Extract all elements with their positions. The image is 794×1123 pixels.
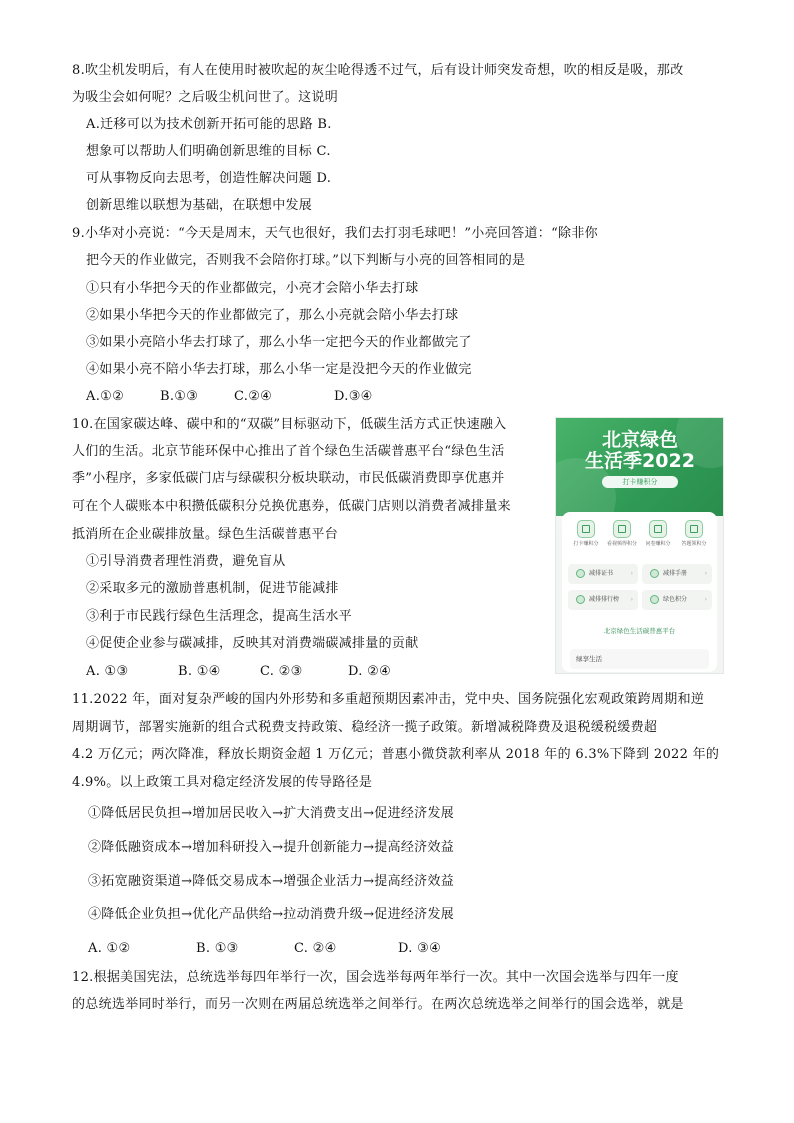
q11-stem-line-3: 4.2 万亿元；两次降准，释放长期资金超 1 万亿元；普惠小微贷款利率从 2018 年的 6.3%下降到 2022 年的 — [72, 747, 720, 762]
q9-item-1: ①只有小华把今天的作业都做完，小亮才会陪小华去打球 — [86, 281, 419, 296]
app-icon-survey: 问卷赚积分 — [640, 520, 676, 548]
app-feature-card — [562, 512, 717, 672]
app-tile-ranking: 减排排行榜 › — [568, 590, 638, 610]
q8-stem-line-2: 为吸尘会如何呢？之后吸尘机问世了。这说明 — [72, 90, 339, 105]
q10-stem-line-2: 人们的生活。北京节能环保中心推出了首个绿色生活碳普惠平台“绿色生活 — [72, 444, 505, 459]
leaf-icon — [650, 569, 659, 578]
app-platform-title: 北京绿色生活碳普惠平台 — [603, 627, 676, 635]
q8-option-line-4: 创新思维以联想为基础，在联想中发展 — [86, 198, 313, 213]
q8-option-line-2: 想象可以帮助人们明确创新思维的目标 C. — [86, 144, 331, 159]
q11-choices — [88, 940, 441, 958]
q10-item-1: ①引导消费者理性消费，避免盲从 — [86, 554, 286, 569]
checkin-icon — [577, 520, 595, 538]
q11-item-3: ③拓宽融资渠道→降低交易成本→增强企业活力→提高经济效益 — [88, 874, 455, 889]
app-banner-title-line-1: 北京绿色 — [601, 429, 678, 451]
q12-stem-line-1: 12.根据美国宪法，总统选举每四年举行一次，国会选举每两年举行一次。其中一次国会选举与四年一度 — [72, 970, 679, 985]
green-life-app-image — [555, 417, 724, 674]
app-icon-video: 看视频得积分 — [604, 520, 640, 548]
q8-stem-line-1: 8.吹尘机发明后，有人在使用时被吹起的灰尘呛得透不过气，后有设计师突发奇想，吹的相反是吸，那改 — [72, 63, 684, 78]
q10-choice-b: B. ①④ — [178, 664, 221, 679]
chevron-right-icon: › — [704, 596, 707, 603]
q9-choice-c: C.②④ — [234, 389, 273, 404]
q9-choice-d: D.③④ — [334, 389, 373, 404]
q9-item-2: ②如果小华把今天的作业都做完了，那么小亮就会陪小华去打球 — [86, 308, 459, 323]
q11-item-2: ②降低融资成本→增加科研投入→提升创新能力→提高经济效益 — [88, 840, 455, 855]
q10-item-3: ③利于市民践行绿色生活理念，提高生活水平 — [86, 609, 353, 624]
q10-item-2: ②采取多元的激励普惠机制，促进节能减排 — [86, 581, 339, 596]
chevron-right-icon: › — [630, 596, 633, 603]
q11-choice-d: D. ③④ — [398, 941, 442, 956]
chevron-right-icon: › — [630, 570, 633, 577]
survey-icon — [649, 520, 667, 538]
q8-option-line-1: A.迁移可以为技术创新开拓可能的思路 B. — [86, 117, 332, 132]
app-checkin-button: 打卡赚积分 — [602, 476, 678, 488]
app-tile-certificate: 减排证书 › — [568, 564, 638, 584]
q10-stem-line-4: 可在个人碳账本中积攒低碳积分兑换优惠券，低碳门店则以消费者减排量来 — [72, 499, 511, 514]
q11-stem-line-1: 11.2022 年，面对复杂严峻的国内外形势和多重超预期因素冲击，党中央、国务院强化宏观政策跨周期和逆 — [72, 692, 705, 707]
q11-item-4: ④降低企业负担→优化产品供给→拉动消费升级→促进经济发展 — [88, 907, 455, 922]
app-icon-quiz: 答题领积分 — [676, 520, 712, 548]
app-banner-title-line-2: 生活季2022 — [585, 450, 695, 472]
video-icon — [613, 520, 631, 538]
q11-item-1: ①降低居民负担→增加居民收入→扩大消费支出→促进经济发展 — [88, 806, 455, 821]
leaf-icon — [576, 595, 585, 604]
q11-choice-b: B. ①③ — [196, 941, 239, 956]
q10-stem-line-5: 抵消所在企业碳排放量。绿色生活碳普惠平台 — [72, 527, 339, 542]
app-tile-handbook: 减排手册 › — [642, 564, 712, 584]
leaf-icon — [650, 595, 659, 604]
q10-choice-c: C. ②③ — [260, 664, 303, 679]
app-banner-title — [570, 430, 710, 472]
q9-stem-line-2: 把今天的作业做完，否则我不会陪你打球。”以下判断与小亮的回答相同的是 — [86, 253, 526, 268]
leaf-icon — [576, 569, 585, 578]
q9-choice-a: A.①② — [86, 389, 125, 404]
q11-stem-line-2: 周期调节，部署实施新的组合式税费支持政策、稳经济一揽子政策。新增减税降费及退税缓税缓费超 — [72, 720, 658, 735]
q9-stem-line-1: 9.小华对小亮说：“今天是周末，天气也很好，我们去打羽毛球吧！”小亮回答道：“除非你 — [72, 226, 598, 241]
q10-choice-a: A. ①③ — [86, 664, 129, 679]
app-icon-checkin: 打卡赚积分 — [568, 520, 604, 548]
q9-choices — [86, 388, 373, 406]
q8-option-line-3: 可从事物反向去思考，创造性解决问题 D. — [86, 171, 332, 186]
app-banner — [556, 418, 723, 516]
q10-choice-d: D. ②④ — [348, 664, 392, 679]
q9-item-3: ③如果小亮陪小华去打球了，那么小华一定把今天的作业都做完了 — [86, 335, 472, 350]
q11-choice-a: A. ①② — [88, 941, 131, 956]
app-section-label: 绿享生活 — [570, 649, 709, 669]
q10-choices — [86, 663, 391, 681]
q9-choice-b: B.①③ — [160, 389, 199, 404]
q10-stem-line-3: 季”小程序，多家低碳门店与绿碳积分板块联动，市民低碳消费即享优惠并 — [72, 471, 505, 486]
q12-stem-line-2: 的总统选举同时举行，而另一次则在两届总统选举之间举行。在两次总统选举之间举行的国会选举，就是 — [72, 997, 684, 1012]
quiz-icon — [685, 520, 703, 538]
q10-item-4: ④促使企业参与碳减排，反映其对消费端碳减排量的贡献 — [86, 636, 419, 651]
chevron-right-icon: › — [704, 570, 707, 577]
q10-stem-line-1: 10.在国家碳达峰、碳中和的“双碳”目标驱动下，低碳生活方式正快速融入 — [72, 417, 507, 432]
q11-choice-c: C. ②④ — [294, 941, 337, 956]
q11-stem-line-4: 4.9%。以上政策工具对稳定经济发展的传导路径是 — [72, 775, 373, 790]
app-tile-points: 绿色积分 › — [642, 590, 712, 610]
q9-item-4: ④如果小亮不陪小华去打球，那么小华一定是没把今天的作业做完 — [86, 362, 472, 377]
